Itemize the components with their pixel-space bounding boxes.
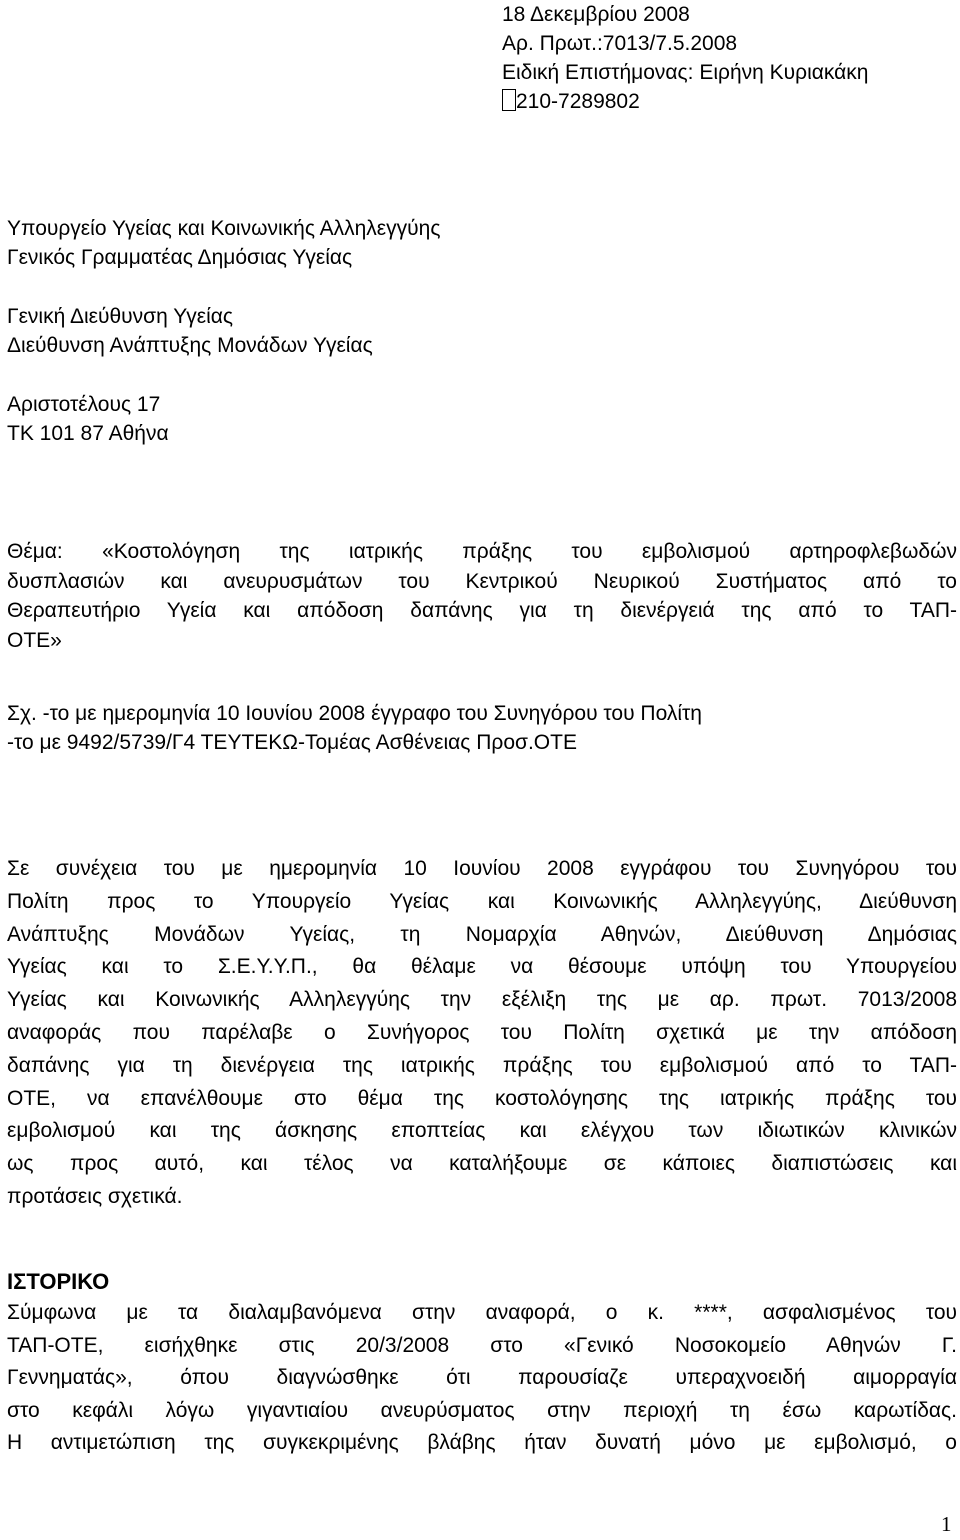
subject-line: Θεραπευτήριο Υγεία και απόδοση δαπάνης για τη διενέργειά της από το ΤΑΠ- — [7, 599, 957, 622]
history-line: Γεννηματάς», όπου διαγνώσθηκε ότι παρουσίαζε υπεραχνοειδή αιμορραγία — [7, 1366, 957, 1389]
subject-line: Θέμα: «Κοστολόγηση της ιατρικής πράξης του εμβολισμού αρτηροφλεβωδών — [7, 540, 957, 563]
directorate-block — [7, 302, 957, 360]
history-line: ΤΑΠ-ΟΤΕ, εισήχθηκε στις 20/3/2008 στο «Γενικό Νοσοκομείο Αθηνών Γ. — [7, 1333, 957, 1357]
paragraph-line: δαπάνης για τη διενέργεια της ιατρικής πράξης του εμβολισμού από το ΤΑΠ- — [7, 1053, 957, 1077]
development-directorate: Διεύθυνση Ανάπτυξης Μονάδων Υγείας — [7, 334, 373, 357]
paragraph-line: εμβολισμού και της άσκησης εποπτείας και ελέγχου των ιδιωτικών κλινικών — [7, 1119, 957, 1143]
letter-header — [502, 0, 957, 116]
subject-block — [7, 537, 957, 655]
address-street: Αριστοτέλους 17 — [7, 393, 161, 416]
history-heading: ΙΣΤΟΡΙΚΟ — [7, 1269, 110, 1294]
protocol-number: Αρ. Πρωτ.:7013/7.5.2008 — [502, 32, 738, 55]
paragraph-line: ως προς αυτό, και τέλος να καταλήξουμε σε κάποιες διαπιστώσεις και — [7, 1152, 957, 1176]
history-line: Σύμφωνα με τα διαλαμβανόμενα στην αναφορά, ο κ. ****, ασφαλισμένος του — [7, 1301, 957, 1324]
history-paragraph — [7, 1297, 957, 1460]
recipient-secretary: Γενικός Γραμματέας Δημόσιας Υγείας — [7, 246, 353, 269]
paragraph-line: Υγείας και το Σ.Ε.Υ.Υ.Π., θα θέλαμε να θέσουμε υπόψη του Υπουργείου — [7, 955, 957, 979]
phone-line — [502, 87, 957, 116]
reference-line: -το με 9492/5739/Γ4 ΤΕΥΤΕΚΩ-Τομέας Ασθένειας Προσ.ΟΤΕ — [7, 731, 577, 754]
phone-number: 210-7289802 — [516, 90, 640, 113]
history-line: Η αντιμετώπιση της συγκεκριμένης βλάβης ήταν δυνατή μόνο με εμβολισμό, ο — [7, 1431, 957, 1454]
specialist-name: Ειδική Επιστήμονας: Ειρήνη Κυριακάκη — [502, 61, 869, 84]
general-directorate: Γενική Διεύθυνση Υγείας — [7, 305, 234, 328]
paragraph-line: ΟΤΕ, να επανέλθουμε στο θέμα της κοστολόγησης της ιατρικής πράξης του — [7, 1086, 957, 1110]
subject-line: ΟΤΕ» — [7, 628, 62, 652]
references-block — [7, 699, 957, 757]
address-city: ΤΚ 101 87 Αθήνα — [7, 422, 169, 445]
recipient-ministry: Υπουργείο Υγείας και Κοινωνικής Αλληλεγγύης — [7, 217, 441, 240]
recipient-block — [7, 214, 957, 272]
paragraph-line: Ανάπτυξης Μονάδων Υγείας, τη Νομαρχία Αθηνών, Διεύθυνση Δημόσιας — [7, 922, 957, 946]
address-block — [7, 390, 957, 448]
paragraph-line: προτάσεις σχετικά. — [7, 1184, 183, 1208]
reference-line: Σχ. -το με ημερομηνία 10 Ιουνίου 2008 έγγραφο του Συνηγόρου του Πολίτη — [7, 702, 702, 725]
body-paragraph — [7, 853, 957, 1214]
subject-line: δυσπλασιών και ανευρυσμάτων του Κεντρικού Νευρικού Συστήματος από το — [7, 569, 957, 593]
letter-date: 18 Δεκεμβρίου 2008 — [502, 3, 690, 26]
paragraph-line: Πολίτη προς το Υπουργείο Υγείας και Κοινωνικής Αλληλεγγύης, Διεύθυνση — [7, 889, 957, 913]
paragraph-line: Υγείας και Κοινωνικής Αλληλεγγύης την εξέλιξη της με αρ. πρωτ. 7013/2008 — [7, 988, 957, 1012]
paragraph-line: Σε συνέχεια του με ημερομηνία 10 Ιουνίου 2008 εγγράφου του Συνηγόρου του — [7, 857, 957, 880]
phone-icon — [502, 89, 516, 111]
history-line: στο κεφάλι λόγω γιγαντιαίου ανευρύσματος στην περιοχή τη έσω καρωτίδας. — [7, 1398, 957, 1422]
paragraph-line: αναφοράς που παρέλαβε ο Συνήγορος του Πολίτη σχετικά με την απόδοση — [7, 1020, 957, 1044]
page-number: 1 — [941, 1512, 952, 1536]
